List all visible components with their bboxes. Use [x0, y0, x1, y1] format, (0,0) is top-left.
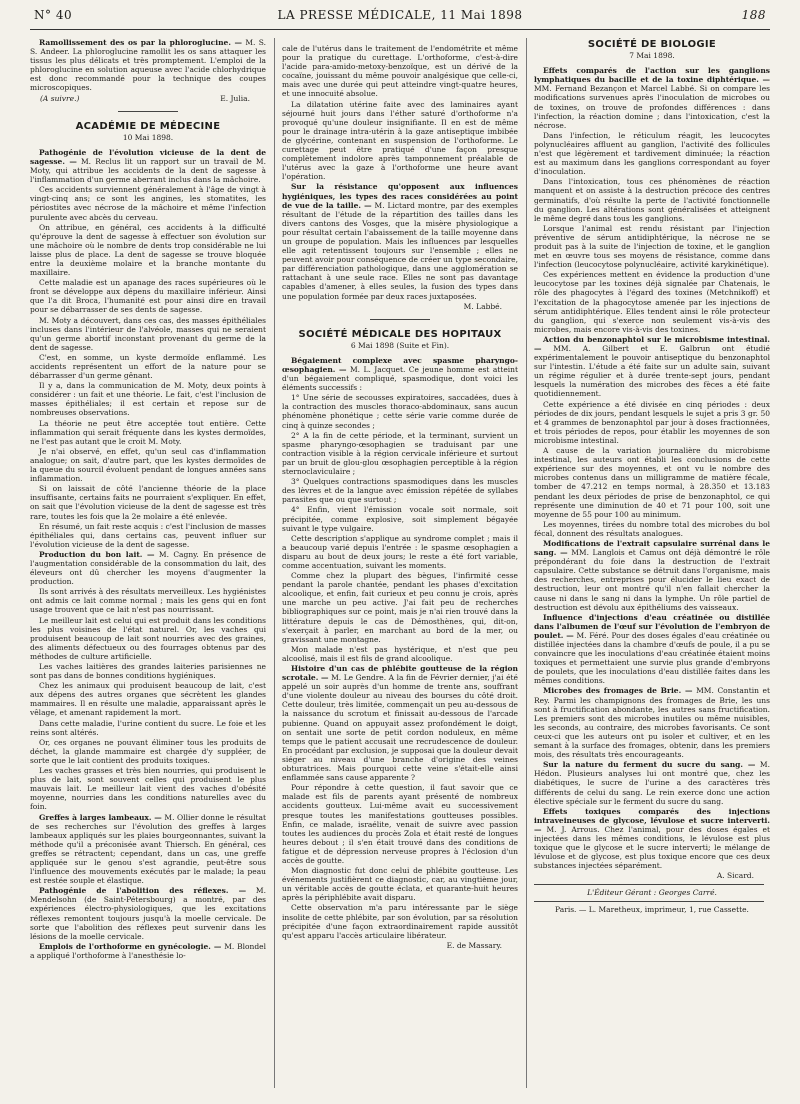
paragraph: M. Moty a découvert, dans ces cas, des masses épithéliales incluses dans l'intérieur de l'alvéole, masses qui ne seraient qu'un germe abortif inconstant provenant du germe de la dent de sagesse.	[30, 315, 266, 352]
paragraph: Dans l'infection, le réticulum réagit, les leucocytes polynucléaires affluent au ganglion, l'activité des follicules n'est que légèrement et tardivement diminuée; la réaction est au maximum dans les ganglions correspondant au foyer d'inoculation.	[534, 130, 770, 177]
section-rule	[370, 319, 430, 320]
section-date: 7 Mai 1898.	[629, 51, 675, 61]
footer-rule	[534, 884, 764, 885]
article-title: Histoire d'un cas de phlébite goutteuse de la région scrotale. —	[282, 664, 518, 683]
paragraph: Les vaches grasses et très bien nourries, qui produisent le plus de lait, sont souvent celles qui produisent le plus mauvais lait. Le meilleur lait vient des vaches d'obésité moyenne, nourries dans les conditions naturelles avec du foin.	[30, 766, 266, 812]
paragraph: C'est, en somme, un kyste dermoïde enflammé. Les accidents représentent un effort de la nature pour se débarrasser d'un germe gênant.	[30, 352, 266, 381]
author-signature: E. Julia.	[220, 93, 250, 103]
paragraph: cale de l'utérus dans le traitement de l'endométrite et même pour la pratique du curettage. L'orthoforme, c'est-à-dire l'acide para-amido-metoxy-benzoïque, est un dérivé de la cocaïne, jouissant du même pouvoir analgésique que celle-ci, mais avec une durée qui peut atteindre vingt-quatre heures, et une innocuité absolue.	[282, 44, 518, 99]
editor-line: L'Éditeur Gérant : Georges Carré.	[587, 888, 717, 898]
paragraph: Cette expérience a été divisée en cinq périodes : deux périodes de dix jours, pendant lesquels le sujet a pris 3 gr. 50 et 4 grammes de benzonaphtol par jour à doses fractionnées, et trois périodes de repos, pour établir les moyennes de son microbisme intestinal.	[534, 399, 770, 445]
paragraph: Effets toxiques comparés des injections intraveineuses de glycose, lévulose et sucre interverti. — M. J. Arrous. Chez l'animal, pour des doses égales et injectées dans les mêmes conditions, le lévulose est plus toxique que le glycose et le sucre interverti; le mélange de lévulose et de glycose, est plus toxique encore que ces deux substances injectées séparément.	[534, 806, 770, 871]
article-title: Modifications de l'extrait capsulaire surrénal dans le sang. —	[534, 538, 770, 558]
article-title: Sur la résistance qu'opposent aux influences hygiéniques, les types des races considérées au point de vue de la taille. —	[282, 182, 518, 210]
paragraph: Dans l'intoxication, tous ces phénomènes de réaction manquent et on assiste à la destruction précoce des centres germinatifs, d'où résulte la perte de l'activité fonctionnelle du ganglion. Les altérations sont généralisées et atteignent le même degré dans tous les ganglions.	[534, 177, 770, 223]
paragraph: Influence d'injections d'eau créatinée ou distillée dans l'albumen de l'œuf sur l'évolution de l'embryon de poulet. — M. Féré. Pour des doses égales d'eau créatinée ou distillée injectées dans la chambre d'œufs de poule, il a pu se convaincre que les inoculations d'eau créatinée étaient moins toxiques et permettaient une survie plus grande d'embryons de poulets, que les inoculations d'eau distillée faites dans les mêmes conditions.	[534, 612, 770, 686]
article-title: Action du benzonaphtol sur le microbisme intestinal. —	[534, 334, 770, 353]
article-title: Pathogénie de l'abolition des réflexes. —	[39, 886, 247, 896]
paragraph: 2° A la fin de cette période, et la terminant, survient un spasme pharyngo-œsophagien se traduisant par une contraction visible à la région cervicale inférieure et surtout par un bruit de glou-glou œsophagien perceptible à la région sternoclaviculaire ;	[282, 430, 518, 477]
paragraph: La dilatation utérine faite avec des laminaires ayant séjourné huit jours dans l'éther saturé d'orthoforme n'a provoqué qu'une douleur insignifiante. Il en est de même pour le drainage intra-utérin à la gaze antiseptique imbibée de glycérine, contenant en suspension de l'orthoforme. Le curettage peut être pratiqué d'une façon presque complètement indolore après tamponnement préalable de l'utérus avec la gaze à l'orthoforme une heure avant l'opération.	[282, 99, 518, 182]
article-title: Greffes à larges lambeaux. —	[39, 812, 162, 822]
column-2	[282, 38, 518, 1104]
paragraph: Mon malade n'est pas hystérique, et n'est que peu alcoolisé, mais il est fils de grand alcoolique.	[282, 644, 518, 663]
article-title: Microbes des fromages de Brie. —	[543, 686, 693, 696]
header-rule	[30, 29, 770, 30]
paragraph: Production du bon lait. — M. Cagny. En présence de l'augmentation considérable de la consommation du lait, des éleveurs ont dû chercher les moyens d'augmenter la production.	[30, 549, 266, 587]
paragraph: Je n'ai observé, en effet, qu'un seul cas d'inflammation analogue; on sait, d'autre part, que les kystes dermoïdes de la queue du sourcil évoluent pendant de longues années sans inflammation.	[30, 446, 266, 484]
section-title: SOCIÉTÉ DE BIOLOGIE	[587, 39, 717, 50]
paragraph: On attribue, en général, ces accidents à la difficulté qu'éprouve la dent de sagesse à effectuer son évolution sur une mâchoire où le nombre de dents trop considérable ne lui laisse plus de place. La dent de sagesse se trouve bloquée entre la deuxième molaire et la branche montante du maxillaire.	[30, 222, 266, 278]
paragraph: Lorsque l'animal est rendu résistant par l'injection préventive de sérum antidiphtérique, la nécrose ne se produit pas à la suite de l'injection de toxine, et le ganglion met en œuvre tous ses moyens de résistance, comme dans l'infection (leucocytose polynucléaire, activité karykinétique).	[534, 223, 770, 270]
paragraph: Mon diagnostic fut donc celui de phlébite goutteuse. Les événements justifièrent ce diagnostic, car, au vingtième jour, un véritable accès de goutte éclata, et quarante-huit heures après la périphlébite avait disparu.	[282, 866, 518, 903]
paragraph: Sur la résistance qu'opposent aux influences hygiéniques, les types des races considérées au point de vue de la taille. — M. Lictard montre, par des exemples résultant de l'étude de la répartition des tailles dans les divers cantons des Vosges, que la misère physiologique a pour résultat certain l'abaissement de la taille moyenne dans un groupe de population. Mais les influences par lesquelles elle agit retentissent toujours sur l'ensemble ; elles ne peuvent avoir pour conséquence de créer un type secondaire, par différenciation pathologique, dans une agglomération se rattachant à une seule race. Elles ne sont pas davantage capables d'amener, à elles seules, la fusion des types dans une population formée par deux races juxtaposées.	[282, 182, 518, 301]
paragraph: Cette description s'applique au syndrome complet ; mais il a beaucoup varié depuis l'entrée : le spasme œsophagien a disparu au bout de deux jours; le reste a été fort variable, comme accentuation, suivant les moments.	[282, 533, 518, 570]
paragraph: Ces accidents surviennent généralement à l'âge de vingt à vingt-cinq ans; ce sont les angines, les stomatites, les périostites avec nécrose de la mâchoire et même l'infection purulente avec abcès du cerveau.	[30, 185, 266, 222]
paragraph: Bégaiement complexe avec spasme pharyngo-œsophagien. — M. L. Jacquet. Ce jeune homme est atteint d'un bégaiement compliqué, spasmodique, dont voici les éléments successifs :	[282, 355, 518, 393]
article-title: Pathogénie de l'évolution vicieuse de la dent de sagesse. —	[30, 147, 266, 166]
paragraph: Microbes des fromages de Brie. — MM. Constantin et Rey. Parmi les champignons des fromages de Brie, les uns sont à fructification abondante, les autres sans fructification. Les premiers sont des microbes inutiles ou même nuisibles, les seconds, au contraire, des microbes favorisants. Ce sont ceux-ci que les auteurs ont pu isoler et cultiver, et en les semant à la surface des fromages, obtenir, dans les premiers mois, des résultats très encourageants.	[534, 686, 770, 760]
article-title: Production du bon lait. —	[39, 549, 155, 559]
paragraph: Pathogénie de l'évolution vicieuse de la dent de sagesse. — M. Reclus lit un rapport sur un travail de M. Moty, qui attribue les accidents de la dent de sagesse à l'inflammation d'un germe aberrant inclus dans la mâchoire.	[30, 147, 266, 185]
article-title: Emplois de l'orthoforme en gynécologie. —	[39, 941, 222, 951]
article-title: Bégaiement complexe avec spasme pharyngo-œsophagien. —	[282, 355, 518, 374]
paragraph: En résumé, un fait reste acquis : c'est l'inclusion de masses épithéliales qui, dans certains cas, peuvent influer sur l'évolution vicieuse de la dent de sagesse.	[30, 521, 266, 549]
author-signature: M. Labbé.	[463, 301, 502, 311]
paragraph: Comme chez la plupart des bègues, l'infirmité cesse pendant la parole chantée, pendant les phases d'excitation alcoolique, et enfin, fait curieux et peu connu je crois, après une marche un peu active. J'ai fait peu de recherches bibliographiques sur ce point, mais je n'ai rien trouvé dans la littérature depuis le cas de Démosthènes, qui, dit-on, s'exerçait à parler, en marchant au bord de la mer, ou gravissant une montagne.	[282, 571, 518, 644]
page-number: 188	[741, 8, 766, 22]
journal-title: LA PRESSE MÉDICALE, 11 Mai 1898	[277, 8, 523, 22]
section-rule	[118, 111, 178, 112]
paragraph: Action du benzonaphtol sur le microbisme intestinal. — MM. A. Gilbert et E. Galbrun ont étudié expérimentalement le pouvoir antiseptique du benzonaphtol sur l'intestin. L'étude a été faite sur un adulte sain, suivant un régime régulier et à durée trente-sept jours, pendant lesquels la numération des microbes des fèces a été faite quotidiennement.	[534, 334, 770, 399]
paragraph: La théorie ne peut être acceptée tout entière. Cette inflammation qui serait fréquente dans les kystes dermoïdes, ne l'est pas autant que le croit M. Moty.	[30, 418, 266, 446]
paragraph: 1° Une série de secousses expiratoires, saccadées, dues à la contraction des muscles thoraco-abdominaux, sans aucun phénomène phonétique ; cette série varie comme durée de cinq à quinze secondes ;	[282, 393, 518, 430]
paragraph: Chez les animaux qui produisent beaucoup de lait, c'est aux dépens des autres organes que sécrètent les glandes mammaires. Il en résulte une maladie, apparaissant après le vêlage, et amenant rapidement la mort.	[30, 681, 266, 718]
paragraph: Pour répondre à cette question, il faut savoir que ce malade est fils de parents ayant présenté de nombreux accidents goutteux. Lui-même avait eu successivement presque toutes les manifestations goutteuses possibles. Enfin, ce malade, israélite, venait de suivre avec passion toutes les audiences du procès Zola et était resté de longues heures debout ; il s'en était trouvé dans des conditions de fatigue et de dépression nerveuse propres à l'éclosion d'un accès de goutte.	[282, 783, 518, 865]
paragraph: Effets comparés de l'action sur les ganglions lymphatiques du bacille et de la toxine diphtérique. — MM. Fernand Bezançon et Marcel Labbé. Si on compare les modifications survenues après l'inoculation de microbes ou de toxines, on trouve de profondes différences : dans l'infection, la réaction domine ; dans l'intoxication, c'est la nécrose.	[534, 66, 770, 130]
paragraph: Dans cette maladie, l'urine contient du sucre. Le foie et les reins sont altérés.	[30, 718, 266, 737]
issue-number: N° 40	[34, 8, 73, 22]
page-header	[30, 8, 770, 30]
paragraph: Si on laissait de côté l'ancienne théorie de la place insuffisante, certains faits ne pourraient s'expliquer. En effet, on sait que l'évolution vicieuse de la dent de sagesse est très rare, toutes les fois que la 2e molaire a été enlevée.	[30, 484, 266, 521]
paragraph: Cette observation m'a paru intéressante par le siège insolite de cette phlébite, par son évolution, par sa résolution précipitée d'une façon extraordinairement rapide aussitôt qu'est apparu l'accès articulaire libérateur.	[282, 903, 518, 940]
paragraph: Histoire d'un cas de phlébite goutteuse de la région scrotale. — M. Le Gendre. A la fin de Février dernier, j'ai été appelé un soir auprès d'un homme de trente ans, souffrant d'une violente douleur au niveau des bourses du côté droit. Cette douleur, très limitée, commençait un peu au-dessous de la naissance du scrotum et finissait au-dessous de l'arcade pubienne. Quand on appuyait assez profondément le doigt, on sentait une sorte de petit cordon noduleux, en même temps que le patient accusait une recrudescence de douleur. En procédant par exclusion, je supposai que la douleur devait siéger au niveau d'une branche d'origine des veines obturatrices. Mais pourquoi cette veine s'était-elle ainsi enflammée sans cause apparente ?	[282, 664, 518, 783]
paragraph: 3° Quelques contractions spasmodiques dans les muscles des lèvres et de la langue avec émission répétée de syllabes parasites que ou que surtout ;	[282, 477, 518, 505]
article-columns	[30, 38, 770, 1098]
section-title: SOCIÉTÉ MÉDICALE DES HOPITAUX	[298, 328, 502, 340]
article-title: Effets comparés de l'action sur les ganglions lymphatiques du bacille et de la toxine diphtérique. —	[534, 66, 770, 85]
paragraph: Greffes à larges lambeaux. — M. Ollier donne le résultat de ses recherches sur l'évolution des greffes à larges lambeaux appliqués sur les plaies bourgeonnantes, suivant la méthode qu'il a préconisée avant Thiersch. En général, ces greffes se rétractent; cependant, dans un cas, une greffe appliquée sur le genou s'est agrandie, peut-être sous l'influence des mouvements exécutés par le malade; la peau est restée souple et élastique.	[30, 812, 266, 886]
paragraph: 4° Enfin, vient l'émission vocale soit normale, soit précipitée, comme explosive, soit simplement bégayée suivant le type vulgaire.	[282, 505, 518, 533]
paragraph: Cette maladie est un apanage des races supérieures où le front se développe aux dépens du maxillaire inférieur. Ainsi que l'a dit Broca, l'humanité est pour ainsi dire en travail pour se débarrasser de ses dents de sagesse.	[30, 278, 266, 315]
paragraph: Les moyennes, tirées du nombre total des microbes du bol fécal, donnent des résultats analogues.	[534, 519, 770, 538]
footer-rule	[534, 901, 764, 902]
column-3	[534, 38, 770, 1098]
paragraph: Modifications de l'extrait capsulaire surrénal dans le sang. — MM. Langlois et Camus ont déjà démontré le rôle prépondérant du foie dans la destruction de l'extrait capsulaire. Cette substance se détruit dans l'organisme, mais des recherches, entreprises pour élucider le lieu exact de destruction, leur ont montré qu'il n'en fallait chercher la cause ni dans le sang ni dans la lymphe. Un rôle partiel de destruction est dévolu aux épithéliums des vaisseaux.	[534, 538, 770, 612]
article-title: Sur la nature du ferment du sucre du sang. —	[543, 760, 756, 770]
paragraph: Emplois de l'orthoforme en gynécologie. — M. Blondel a appliqué l'orthoforme à l'anesthésie lo-	[30, 941, 266, 960]
paragraph: Les vaches laitières des grandes laiteries parisiennes ne sont pas dans de bonnes conditions hygiéniques.	[30, 662, 266, 681]
printer-line: Paris. — L. Maretheux, imprimeur, 1, rue Cassette.	[555, 904, 749, 914]
paragraph: A cause de la variation journalière du microbisme intestinal, les auteurs ont établi les conclusions de cette expérience sur des moyennes, et ont vu le nombre des microbes contenus dans un milligramme de matière fécale, tomber de 47.212 en temps normal, à 28.350 et 13.183 pendant les deux périodes de prise de benzonaphtol, ce qui représente une diminution de 40 et 71 pour 100, soit une moyenne de 55 pour 100 au minimum.	[534, 446, 770, 519]
paragraph: Le meilleur lait est celui qui est produit dans les conditions les plus voisines de l'état naturel. Or, les vaches qui produisent beaucoup de lait sont nourries avec des graines, des aliments défectueux ou des fourrages obtenus par des méthodes de culture artificielle.	[30, 615, 266, 661]
section-date: 10 Mai 1898.	[122, 132, 174, 142]
paragraph: Pathogénie de l'abolition des réflexes. — M. Mendelsohn (de Saint-Pétersbourg) a montré, par des expériences électro-physiologiques, que les excitations réflexes remontent toujours jusqu'à la moelle cervicale. De sorte que l'abolition des réflexes peut survenir dans les lésions de la moelle cervicale.	[30, 886, 266, 941]
article-title: Effets toxiques comparés des injections intraveineuses de glycose, lévulose et sucre interverti. —	[534, 806, 770, 834]
paragraph: Ces expériences mettent en évidence la production d'une leucocytose par les toxines déjà signalée par Chatenais, le rôle des phagocytes à l'égard des toxines (Metchnikoff) et l'excitation de la phagocytose amenée par les injections de sérum antidiphtérique. Elles tendent ainsi le rôle protecteur du ganglion, qui s'exerce non seulement vis-à-vis des microbes, mais encore vis-à-vis des toxines.	[534, 270, 770, 334]
author-signature: E. de Massary.	[446, 940, 502, 950]
section-date: 6 Mai 1898 (Suite et Fin).	[350, 340, 450, 350]
author-signature: A. Sicard.	[716, 871, 754, 881]
paragraph: Or, ces organes ne pouvant éliminer tous les produits de déchet, la glande mammaire est chargée d'y suppléer, de sorte que le lait contient des produits toxiques.	[30, 737, 266, 765]
paragraph: Ramollissement des os par la phloroglucine. — M. S. S. Andeer. La phloroglucine ramollit les os sans attaquer les tissus les plus délicats et très promptement. L'emploi de la phloroglucine en solution aqueuse avec l'acide chlorhydrique est donc recommandé pour la technique des coupes microscopiques.	[30, 38, 266, 93]
byline-row	[30, 94, 266, 103]
article-title: Ramollissement des os par la phloroglucine. —	[39, 38, 242, 47]
section-title: ACADÉMIE DE MÉDECINE	[75, 120, 221, 132]
article-title: Influence d'injections d'eau créatinée ou distillée dans l'albumen de l'œuf sur l'évolution de l'embryon de poulet. —	[534, 612, 770, 640]
to-be-continued: (A suivre.)	[40, 93, 80, 103]
column-1	[30, 38, 266, 1098]
paragraph: Ils sont arrivés à des résultats merveilleux. Les hygiénistes ont admis ce lait comme normal ; mais les gens qui en font usage trouvent que ce lait n'est pas nourrissant.	[30, 587, 266, 615]
paragraph: Sur la nature du ferment du sucre du sang. — M. Hédon. Plusieurs analyses lui ont montré que, chez les diabétiques, le sucre de l'urine a des caractères très différents de celui du sang. Le rein exerce donc une action élective spéciale sur le ferment du sucre du sang.	[534, 760, 770, 806]
paragraph: Il y a, dans la communication de M. Moty, deux points à considérer : un fait et une théorie. Le fait, c'est l'inclusion de masses épithéliales; il est certain et repose sur de nombreuses observations.	[30, 381, 266, 418]
